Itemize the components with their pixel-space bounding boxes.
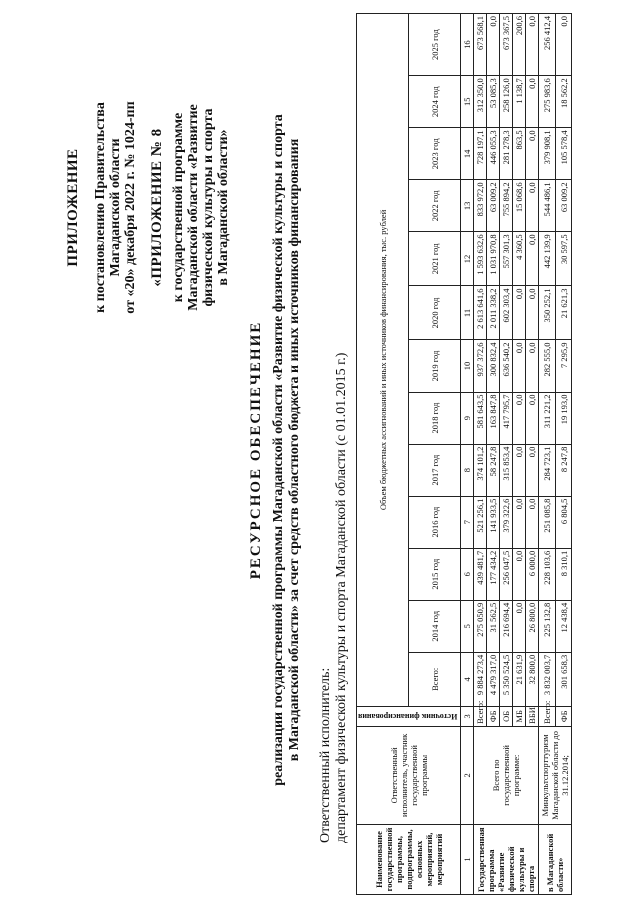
year-value-cell: 521 256,1: [474, 496, 487, 548]
year-value-cell: 0,0: [526, 496, 539, 548]
header-year: 2019 год: [409, 340, 461, 392]
source-cell: Всего:: [474, 706, 487, 726]
year-value-cell: 446 055,3: [487, 128, 500, 180]
year-value-cell: 281 278,3: [500, 128, 513, 180]
year-value-cell: 673 367,5: [500, 14, 513, 76]
col-number: 14: [461, 128, 474, 180]
year-value-cell: 26 800,0: [526, 600, 539, 652]
source-cell: ФБ: [487, 706, 500, 726]
appendix-line: в Магаданской области»: [216, 129, 231, 286]
header-year: 2020 год: [409, 286, 461, 340]
appendix-line: физической культуры и спорта: [201, 108, 216, 307]
col-number: 9: [461, 392, 474, 444]
year-value-cell: 863,5: [513, 128, 526, 180]
year-value-cell: 557 301,3: [500, 232, 513, 286]
year-value-cell: 0,0: [526, 76, 539, 128]
main-title-line: реализации государственной программы Магаданской области «Развитие физической культуры и спорта: [271, 114, 286, 786]
year-value-cell: 417 795,7: [500, 392, 513, 444]
year-value-cell: 0,0: [513, 496, 526, 548]
header-year: 2014 год: [409, 600, 461, 652]
source-cell: ВБИ: [526, 706, 539, 726]
table-row: [474, 14, 487, 895]
year-value-cell: 216 694,4: [500, 600, 513, 652]
year-value-cell: 544 486,1: [539, 180, 556, 232]
year-value-cell: 31 562,5: [487, 600, 500, 652]
appendix-line: Магаданской области: [108, 138, 123, 277]
year-value-cell: 63 009,2: [487, 180, 500, 232]
year-value-cell: 0,0: [526, 128, 539, 180]
appendix-block: [66, 15, 231, 400]
year-value-cell: 200,6: [513, 14, 526, 76]
year-value-cell: 258 126,0: [500, 76, 513, 128]
year-value-cell: 228 103,6: [539, 548, 556, 600]
appendix-line: к постановлению Правительства: [93, 102, 108, 313]
column-numbers-row: [461, 14, 474, 895]
year-value-cell: 0,0: [513, 444, 526, 496]
year-value-cell: 0,0: [555, 14, 572, 76]
header-source: Источник финансирования: [357, 706, 461, 726]
year-value-cell: 58 247,8: [487, 444, 500, 496]
appendix-line: Магаданской области «Развитие: [186, 104, 201, 311]
year-value-cell: 0,0: [526, 180, 539, 232]
year-value-cell: 0,0: [513, 286, 526, 340]
year-value-cell: 350 252,1: [539, 286, 556, 340]
year-value-cell: 8 247,8: [555, 444, 572, 496]
header-year: 2025 год: [409, 14, 461, 76]
year-value-cell: 0,0: [487, 14, 500, 76]
year-value-cell: 282 555,0: [539, 340, 556, 392]
year-value-cell: 937 372,6: [474, 340, 487, 392]
year-value-cell: 251 085,8: [539, 496, 556, 548]
responsible-executor: [318, 143, 350, 843]
total-cell: 301 658,3: [555, 652, 572, 706]
year-value-cell: 0,0: [526, 14, 539, 76]
year-value-cell: 21 621,3: [555, 286, 572, 340]
year-value-cell: 30 597,5: [555, 232, 572, 286]
total-cell: 3 832 003,7: [539, 652, 556, 706]
year-value-cell: 4 360,5: [513, 232, 526, 286]
year-value-cell: 1 031 970,8: [487, 232, 500, 286]
header-year: 2021 год: [409, 232, 461, 286]
header-year: 2024 год: [409, 76, 461, 128]
year-value-cell: 6 804,5: [555, 496, 572, 548]
year-value-cell: 177 434,2: [487, 548, 500, 600]
total-cell: 32 800,0: [526, 652, 539, 706]
executor-label: Ответственный исполнитель:: [318, 667, 333, 843]
col-number: 2: [461, 726, 474, 824]
col-number: 5: [461, 600, 474, 652]
source-cell: ОБ: [500, 706, 513, 726]
year-value-cell: 442 139,9: [539, 232, 556, 286]
year-value-cell: 6 000,0: [526, 548, 539, 600]
table-row: [539, 14, 556, 895]
year-value-cell: 728 197,1: [474, 128, 487, 180]
year-value-cell: 53 085,3: [487, 76, 500, 128]
year-value-cell: 636 540,2: [500, 340, 513, 392]
col-number: 16: [461, 14, 474, 76]
year-value-cell: 0,0: [513, 600, 526, 652]
year-value-cell: 374 101,2: [474, 444, 487, 496]
year-value-cell: 1 138,7: [513, 76, 526, 128]
year-value-cell: 0,0: [526, 340, 539, 392]
header-year: 2015 год: [409, 548, 461, 600]
year-value-cell: 141 933,5: [487, 496, 500, 548]
program-executor-cell: Всего по государственной программе:: [474, 726, 539, 824]
total-cell: 4 479 317,0: [487, 652, 500, 706]
year-value-cell: 12 438,4: [555, 600, 572, 652]
main-title-line: в Магаданской области» за счет средств областного бюджета и иных источников финансирования: [287, 138, 302, 762]
year-value-cell: 284 723,1: [539, 444, 556, 496]
col-number: 10: [461, 340, 474, 392]
col-number: 11: [461, 286, 474, 340]
year-value-cell: 275 050,9: [474, 600, 487, 652]
total-cell: 21 631,9: [513, 652, 526, 706]
main-title-heading: РЕСУРСНОЕ ОБЕСПЕЧЕНИЕ: [248, 320, 264, 580]
year-value-cell: 0,0: [513, 392, 526, 444]
col-number: 1: [461, 824, 474, 894]
year-value-cell: 2 011 338,2: [487, 286, 500, 340]
col-number: 15: [461, 76, 474, 128]
year-value-cell: 1 593 632,6: [474, 232, 487, 286]
year-value-cell: 311 221,2: [539, 392, 556, 444]
header-year: 2023 год: [409, 128, 461, 180]
header-total: Всего:: [409, 652, 461, 706]
appendix-line: к государственной программе: [171, 112, 186, 303]
year-value-cell: 163 847,8: [487, 392, 500, 444]
ministry-executor-cell: Минкультспорттуризм Магаданской области до 31.12.2014;: [539, 726, 572, 824]
year-value-cell: 105 578,4: [555, 128, 572, 180]
year-value-cell: 315 853,4: [500, 444, 513, 496]
appendix-date-line: от «20» декабря 2022 г. № 1024-пп: [123, 101, 138, 314]
col-number: 3: [461, 706, 474, 726]
source-cell: Всего:: [539, 706, 556, 726]
year-value-cell: 300 832,4: [487, 340, 500, 392]
year-value-cell: 8 310,1: [555, 548, 572, 600]
funding-table: [356, 13, 572, 895]
year-value-cell: 256 412,4: [539, 14, 556, 76]
year-value-cell: 19 193,0: [555, 392, 572, 444]
appendix-title-2: «ПРИЛОЖЕНИЕ № 8: [149, 128, 165, 287]
executor-value: департамент физической культуры и спорта Магаданской области (с 01.01.2015 г.): [334, 352, 349, 843]
year-value-cell: 0,0: [513, 548, 526, 600]
program-name-cell: Государственная программа «Развитие физической культуры и спорта: [474, 824, 539, 894]
year-value-cell: 63 009,2: [555, 180, 572, 232]
year-value-cell: 833 972,0: [474, 180, 487, 232]
header-volume: Объем бюджетных ассигнований и иных источников финансирования, тыс. рублей: [357, 14, 409, 707]
col-number: 13: [461, 180, 474, 232]
year-value-cell: 755 894,2: [500, 180, 513, 232]
source-cell: МБ: [513, 706, 526, 726]
header-year: 2017 год: [409, 444, 461, 496]
program-name-cont-cell: в Магаданской области»: [539, 824, 572, 894]
header-year: 2016 год: [409, 496, 461, 548]
year-value-cell: 225 132,8: [539, 600, 556, 652]
header-name: Наименование государственной программы, подпрограммы, основных мероприятий, мероприятий: [357, 824, 461, 894]
year-value-cell: 581 643,5: [474, 392, 487, 444]
year-value-cell: 673 568,1: [474, 14, 487, 76]
year-value-cell: 2 613 641,6: [474, 286, 487, 340]
year-value-cell: 275 983,6: [539, 76, 556, 128]
year-value-cell: 18 562,2: [555, 76, 572, 128]
year-value-cell: 602 303,4: [500, 286, 513, 340]
year-value-cell: 379 908,1: [539, 128, 556, 180]
year-value-cell: 0,0: [526, 392, 539, 444]
year-value-cell: 0,0: [526, 232, 539, 286]
col-number: 4: [461, 652, 474, 706]
year-value-cell: 7 295,9: [555, 340, 572, 392]
year-value-cell: 0,0: [526, 286, 539, 340]
col-number: 6: [461, 548, 474, 600]
year-value-cell: 439 481,7: [474, 548, 487, 600]
appendix-title: ПРИЛОЖЕНИЕ: [65, 148, 81, 267]
col-number: 8: [461, 444, 474, 496]
header-executor: Ответственный исполнитель, участник государственной программы: [357, 726, 461, 824]
total-cell: 9 884 273,4: [474, 652, 487, 706]
year-value-cell: 0,0: [526, 444, 539, 496]
year-value-cell: 379 322,6: [500, 496, 513, 548]
header-year: 2022 год: [409, 180, 461, 232]
col-number: 7: [461, 496, 474, 548]
total-cell: 5 350 524,5: [500, 652, 513, 706]
col-number: 12: [461, 232, 474, 286]
year-value-cell: 256 047,5: [500, 548, 513, 600]
source-cell: ФБ: [555, 706, 572, 726]
year-value-cell: 0,0: [513, 340, 526, 392]
year-value-cell: 15 068,6: [513, 180, 526, 232]
main-title: [248, 55, 303, 845]
year-value-cell: 312 350,0: [474, 76, 487, 128]
header-year: 2018 год: [409, 392, 461, 444]
